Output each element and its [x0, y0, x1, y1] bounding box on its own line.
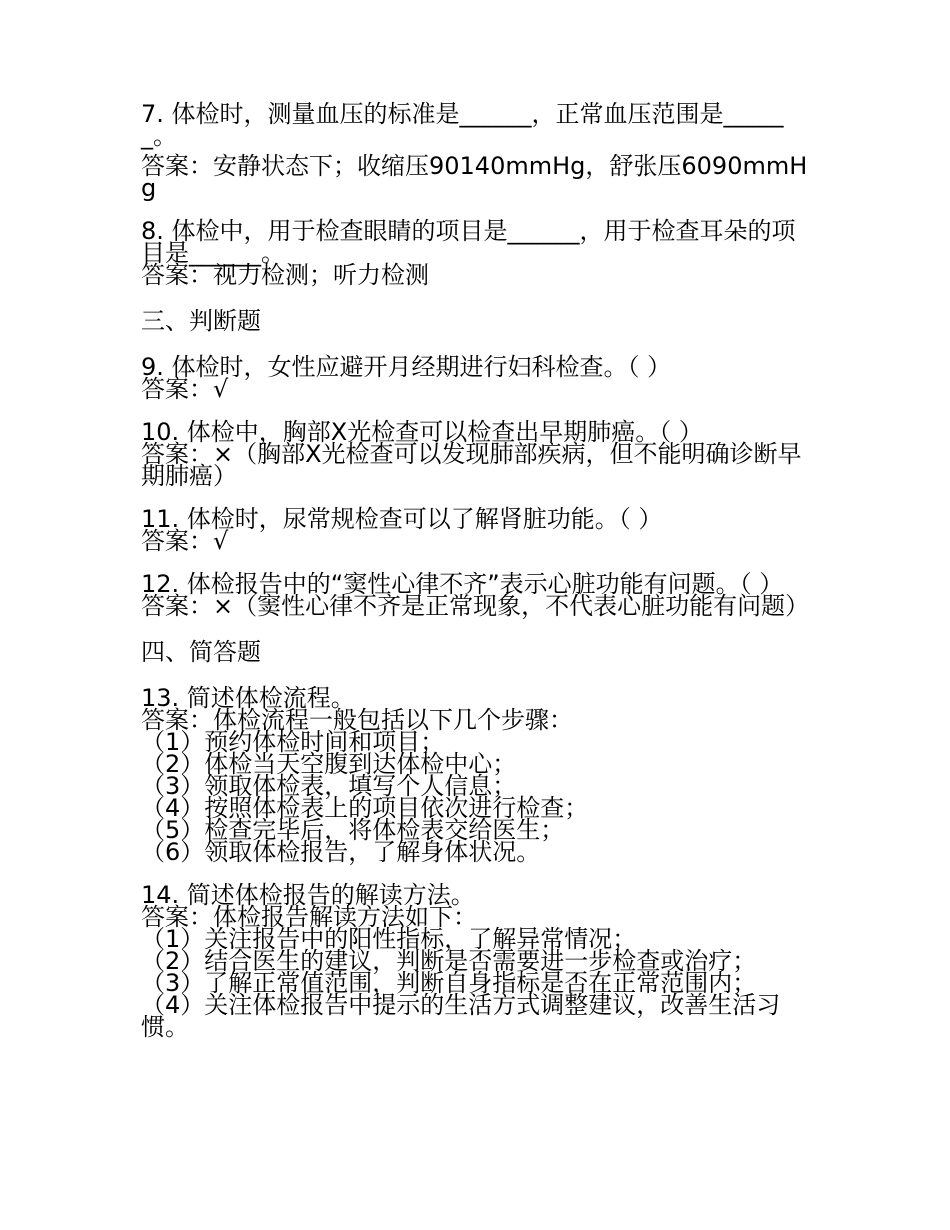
- question-14-step: （4）关注体检报告中提示的生活方式调整建议，改善生活习惯。: [141, 991, 781, 1041]
- question-13-step: （6）领取体检报告，了解身体状况。: [141, 838, 541, 866]
- question-8-answer: 答案：视力检测；听力检测: [141, 261, 429, 289]
- question-11-answer: 答案：√: [141, 527, 229, 555]
- section-heading-judgment: 三、判断题: [141, 307, 261, 335]
- question-13-step: （3）领取体检表，填写个人信息；: [141, 772, 517, 800]
- question-13-text: 13. 简述体检流程。: [141, 684, 355, 712]
- question-14-answer-intro: 答案：体检报告解读方法如下：: [141, 903, 477, 931]
- question-7: [141, 100, 813, 202]
- question-13: [141, 684, 813, 866]
- document-page: [141, 100, 813, 1059]
- question-8: [141, 217, 813, 289]
- question-11-text: 11. 体检时，尿常规检查可以了解肾脏功能。（ ）: [141, 505, 663, 533]
- question-10-answer: 答案：×（胸部X光检查可以发现肺部疾病，但不能明确诊断早期肺癌）: [141, 440, 802, 490]
- question-14-text: 14. 简述体检报告的解读方法。: [141, 881, 475, 909]
- question-12-text: 12. 体检报告中的“窦性心律不齐”表示心脏功能有问题。（ ）: [141, 570, 784, 598]
- question-14: [141, 881, 813, 1041]
- question-8-text: 8. 体检中，用于检查眼睛的项目是______，用于检查耳朵的项目是______。: [141, 217, 796, 267]
- question-12: [141, 570, 813, 620]
- question-12-answer: 答案：×（窦性心律不齐是正常现象，不代表心脏功能有问题）: [141, 592, 810, 620]
- question-13-answer-intro: 答案：体检流程一般包括以下几个步骤：: [141, 706, 573, 734]
- question-9-text: 9. 体检时，女性应避开月经期进行妇科检查。（ ）: [141, 353, 672, 381]
- question-13-step: （4）按照体检表上的项目依次进行检查；: [141, 794, 589, 822]
- question-11: [141, 505, 813, 555]
- question-7-text: 7. 体检时，测量血压的标准是______，正常血压范围是______。: [141, 100, 784, 150]
- question-9-answer: 答案：√: [141, 375, 229, 403]
- question-10-text: 10. 体检中，胸部X光检查可以检查出早期肺癌。（ ）: [141, 418, 703, 446]
- question-13-step: （2）体检当天空腹到达体检中心；: [141, 750, 517, 778]
- question-14-step: （1）关注报告中的阳性指标，了解异常情况；: [141, 925, 637, 953]
- question-14-step: （2）结合医生的建议，判断是否需要进一步检查或治疗；: [141, 947, 757, 975]
- question-13-step: （1）预约体检时间和项目；: [141, 728, 445, 756]
- question-10: [141, 418, 813, 490]
- section-heading-short-answer: 四、简答题: [141, 638, 261, 666]
- question-7-answer: 答案：安静状态下；收缩压90140mmHg，舒张压6090mmHg: [141, 152, 808, 202]
- question-14-step: （3）了解正常值范围，判断自身指标是否在正常范围内；: [141, 969, 757, 997]
- question-9: [141, 353, 813, 403]
- question-13-step: （5）检查完毕后，将体检表交给医生；: [141, 816, 565, 844]
